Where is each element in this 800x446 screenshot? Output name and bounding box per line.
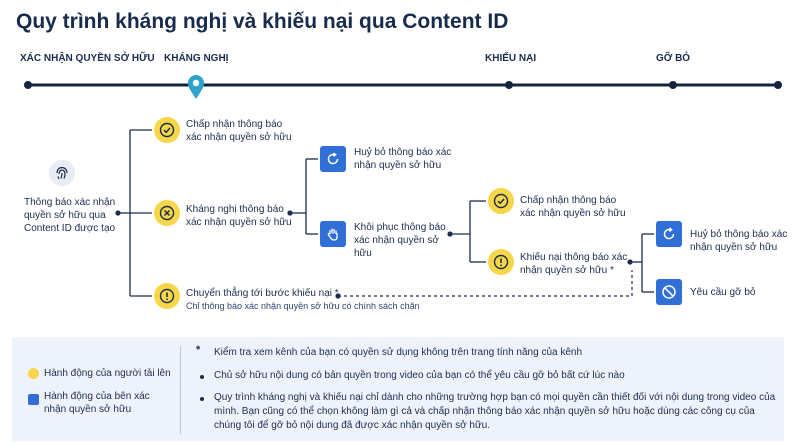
stage-dispute: KHÁNG NGHỊ bbox=[164, 53, 229, 64]
timeline-dot-end bbox=[774, 81, 782, 89]
hand-icon bbox=[320, 221, 346, 247]
node-appeal-claim: Khiếu nại thông báo xác nhận quyền sở hữu * bbox=[520, 252, 628, 276]
note-takedown-anytime: Chủ sở hữu nội dung có bản quyền trong video của bạn có thể yêu cầu gỡ bỏ bất cứ lúc nào bbox=[214, 370, 625, 381]
legend-user-label: Hành động của người tải lên bbox=[44, 368, 171, 379]
node-accept-claim: Chấp nhận thông báo xác nhận quyền sở hữu bbox=[186, 119, 292, 143]
check-icon bbox=[154, 117, 180, 143]
check-icon bbox=[488, 188, 514, 214]
x-icon bbox=[154, 200, 180, 226]
block-icon bbox=[656, 279, 682, 305]
stage-takedown: GỠ BỎ bbox=[656, 53, 691, 64]
timeline-dot-claim bbox=[24, 81, 32, 89]
node-release-claim-2: Huỷ bỏ thông báo xác nhận quyền sở hữu bbox=[690, 229, 788, 253]
timeline-dot-appeal bbox=[505, 81, 513, 89]
page-title: Quy trình kháng nghị và khiếu nại qua Content ID bbox=[16, 10, 509, 33]
star-marker: * bbox=[196, 344, 201, 356]
bullet-dot bbox=[200, 375, 204, 379]
origin-label: Thông báo xác nhận quyền sở hữu qua Content ID được tạo bbox=[24, 197, 116, 234]
legend-user-swatch bbox=[28, 368, 39, 379]
note-dispute-rights: Quy trình kháng nghị và khiếu nại chỉ dành cho những trường hợp bạn có mọi quyền cần thiết đối với nội dung trong video của mình. Bạn cũng có thể chọn không làm gì cả và chấp nhận thông báo xác nhận quyền sở hữu hoặc dùng các công cụ của chúng tôi để gỡ bỏ nội dung đã được xác nhận quyền sở hữu. bbox=[214, 392, 776, 431]
node-release-claim: Huỷ bỏ thông báo xác nhận quyền sở hữu bbox=[354, 147, 452, 171]
alert-icon bbox=[154, 283, 180, 309]
stage-appeal: KHIẾU NẠI bbox=[485, 53, 537, 64]
node-dispute-claim: Kháng nghị thông báo xác nhận quyền sở hữu bbox=[186, 204, 292, 228]
node-accept-claim-2: Chấp nhận thông báo xác nhận quyền sở hữu bbox=[520, 195, 626, 219]
legend-divider bbox=[180, 346, 181, 434]
fingerprint-icon bbox=[49, 160, 75, 186]
node-takedown-request: Yêu cầu gỡ bỏ bbox=[690, 287, 756, 298]
stage-claim: XÁC NHẬN QUYỀN SỞ HỮU bbox=[20, 53, 155, 64]
legend-owner-label: Hành động của bên xác nhận quyền sở hữu bbox=[44, 391, 150, 415]
refresh-icon bbox=[320, 146, 346, 172]
bullet-dot bbox=[200, 397, 204, 401]
node-direct-appeal-note: Chỉ thông báo xác nhận quyền sở hữu có chính sách chặn bbox=[186, 301, 420, 311]
legend-owner-swatch bbox=[28, 394, 39, 405]
node-direct-appeal: Chuyển thẳng tới bước khiếu nại * bbox=[186, 288, 339, 299]
note-star: Kiểm tra xem kênh của bạn có quyền sử dụng không trên trang tính năng của kênh bbox=[214, 347, 583, 358]
alert-icon bbox=[488, 249, 514, 275]
location-marker-icon bbox=[188, 75, 204, 99]
timeline-dot-takedown bbox=[669, 81, 677, 89]
node-reinstate-claim: Khôi phục thông báo xác nhận quyền sở hữu bbox=[354, 222, 446, 259]
refresh-icon bbox=[656, 221, 682, 247]
